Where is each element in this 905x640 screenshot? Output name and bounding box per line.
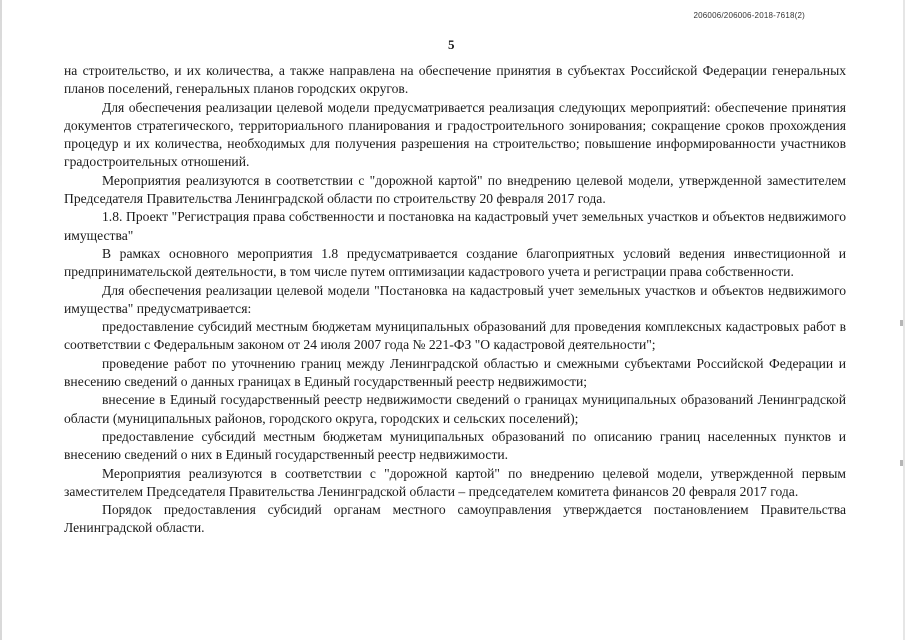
- document-id: 206006/206006-2018-7618(2): [693, 11, 805, 20]
- scan-mark: [900, 460, 903, 466]
- paragraph: Для обеспечения реализации целевой модели "Постановка на кадастровый учет земельных участков и объектов недвижимого имущества" предусматривается:: [64, 282, 846, 316]
- list-item: внесение в Единый государственный реестр недвижимости сведений о границах муниципальных образований Ленинградской области (муниципальных районов, городского округа, городских и сельских поселений);: [64, 392, 846, 426]
- paragraph: Порядок предоставления субсидий органам местного самоуправления утверждается постановлением Правительства Ленинградской области.: [64, 502, 846, 536]
- list-item: предоставление субсидий местным бюджетам муниципальных образований для проведения комплексных кадастровых работ в соответствии с Федеральным законом от 24 июля 2007 года № 221-ФЗ "О кадастровой деятельности";: [64, 319, 846, 353]
- paragraph: Для обеспечения реализации целевой модели предусматривается реализация следующих мероприятий: обеспечение принятия документов стратегического, территориального планирования и градостроительного зонирования; сокращение сроков прохождения процедур и их количества, необходимых для получения разрешения на строительство; повышение информированности участников градостроительных отношений.: [64, 99, 846, 170]
- paragraph: Мероприятия реализуются в соответствии с "дорожной картой" по внедрению целевой модели, утвержденной заместителем Председателя Правительства Ленинградской области по строительству 20 февраля 2017 года.: [64, 172, 846, 207]
- scan-mark: [900, 320, 903, 326]
- list-item: проведение работ по уточнению границ между Ленинградской областью и смежными субъектами Российской Федерации и внесению сведений о данных границах в Единый государственный реестр недвижимости;: [64, 355, 846, 390]
- paragraph: В рамках основного мероприятия 1.8 предусматривается создание благоприятных условий ведения инвестиционной и предпринимательской деятельности, в том числе путем оптимизации кадастрового учета и регистрации права собственности.: [64, 245, 846, 280]
- scan-edge-left: [0, 0, 2, 640]
- document-body: [64, 62, 846, 538]
- section-heading: 1.8. Проект "Регистрация права собственности и постановка на кадастровый учет земельных участков и объектов недвижимого имущества": [64, 209, 846, 243]
- paragraph: Мероприятия реализуются в соответствии с "дорожной картой" по внедрению целевой модели, утвержденной первым заместителем Председателя Правительства Ленинградской области – председателем комитета финансов 20 февраля 2017 года.: [64, 465, 846, 499]
- list-item: предоставление субсидий местным бюджетам муниципальных образований по описанию границ населенных пунктов и внесению сведений о них в Единый государственный реестр недвижимости.: [64, 428, 846, 463]
- paragraph: на строительство, и их количества, а также направлена на обеспечение принятия в субъектах Российской Федерации генеральных планов поселений, генеральных планов городских округов.: [64, 63, 846, 97]
- page-number: 5: [448, 37, 455, 52]
